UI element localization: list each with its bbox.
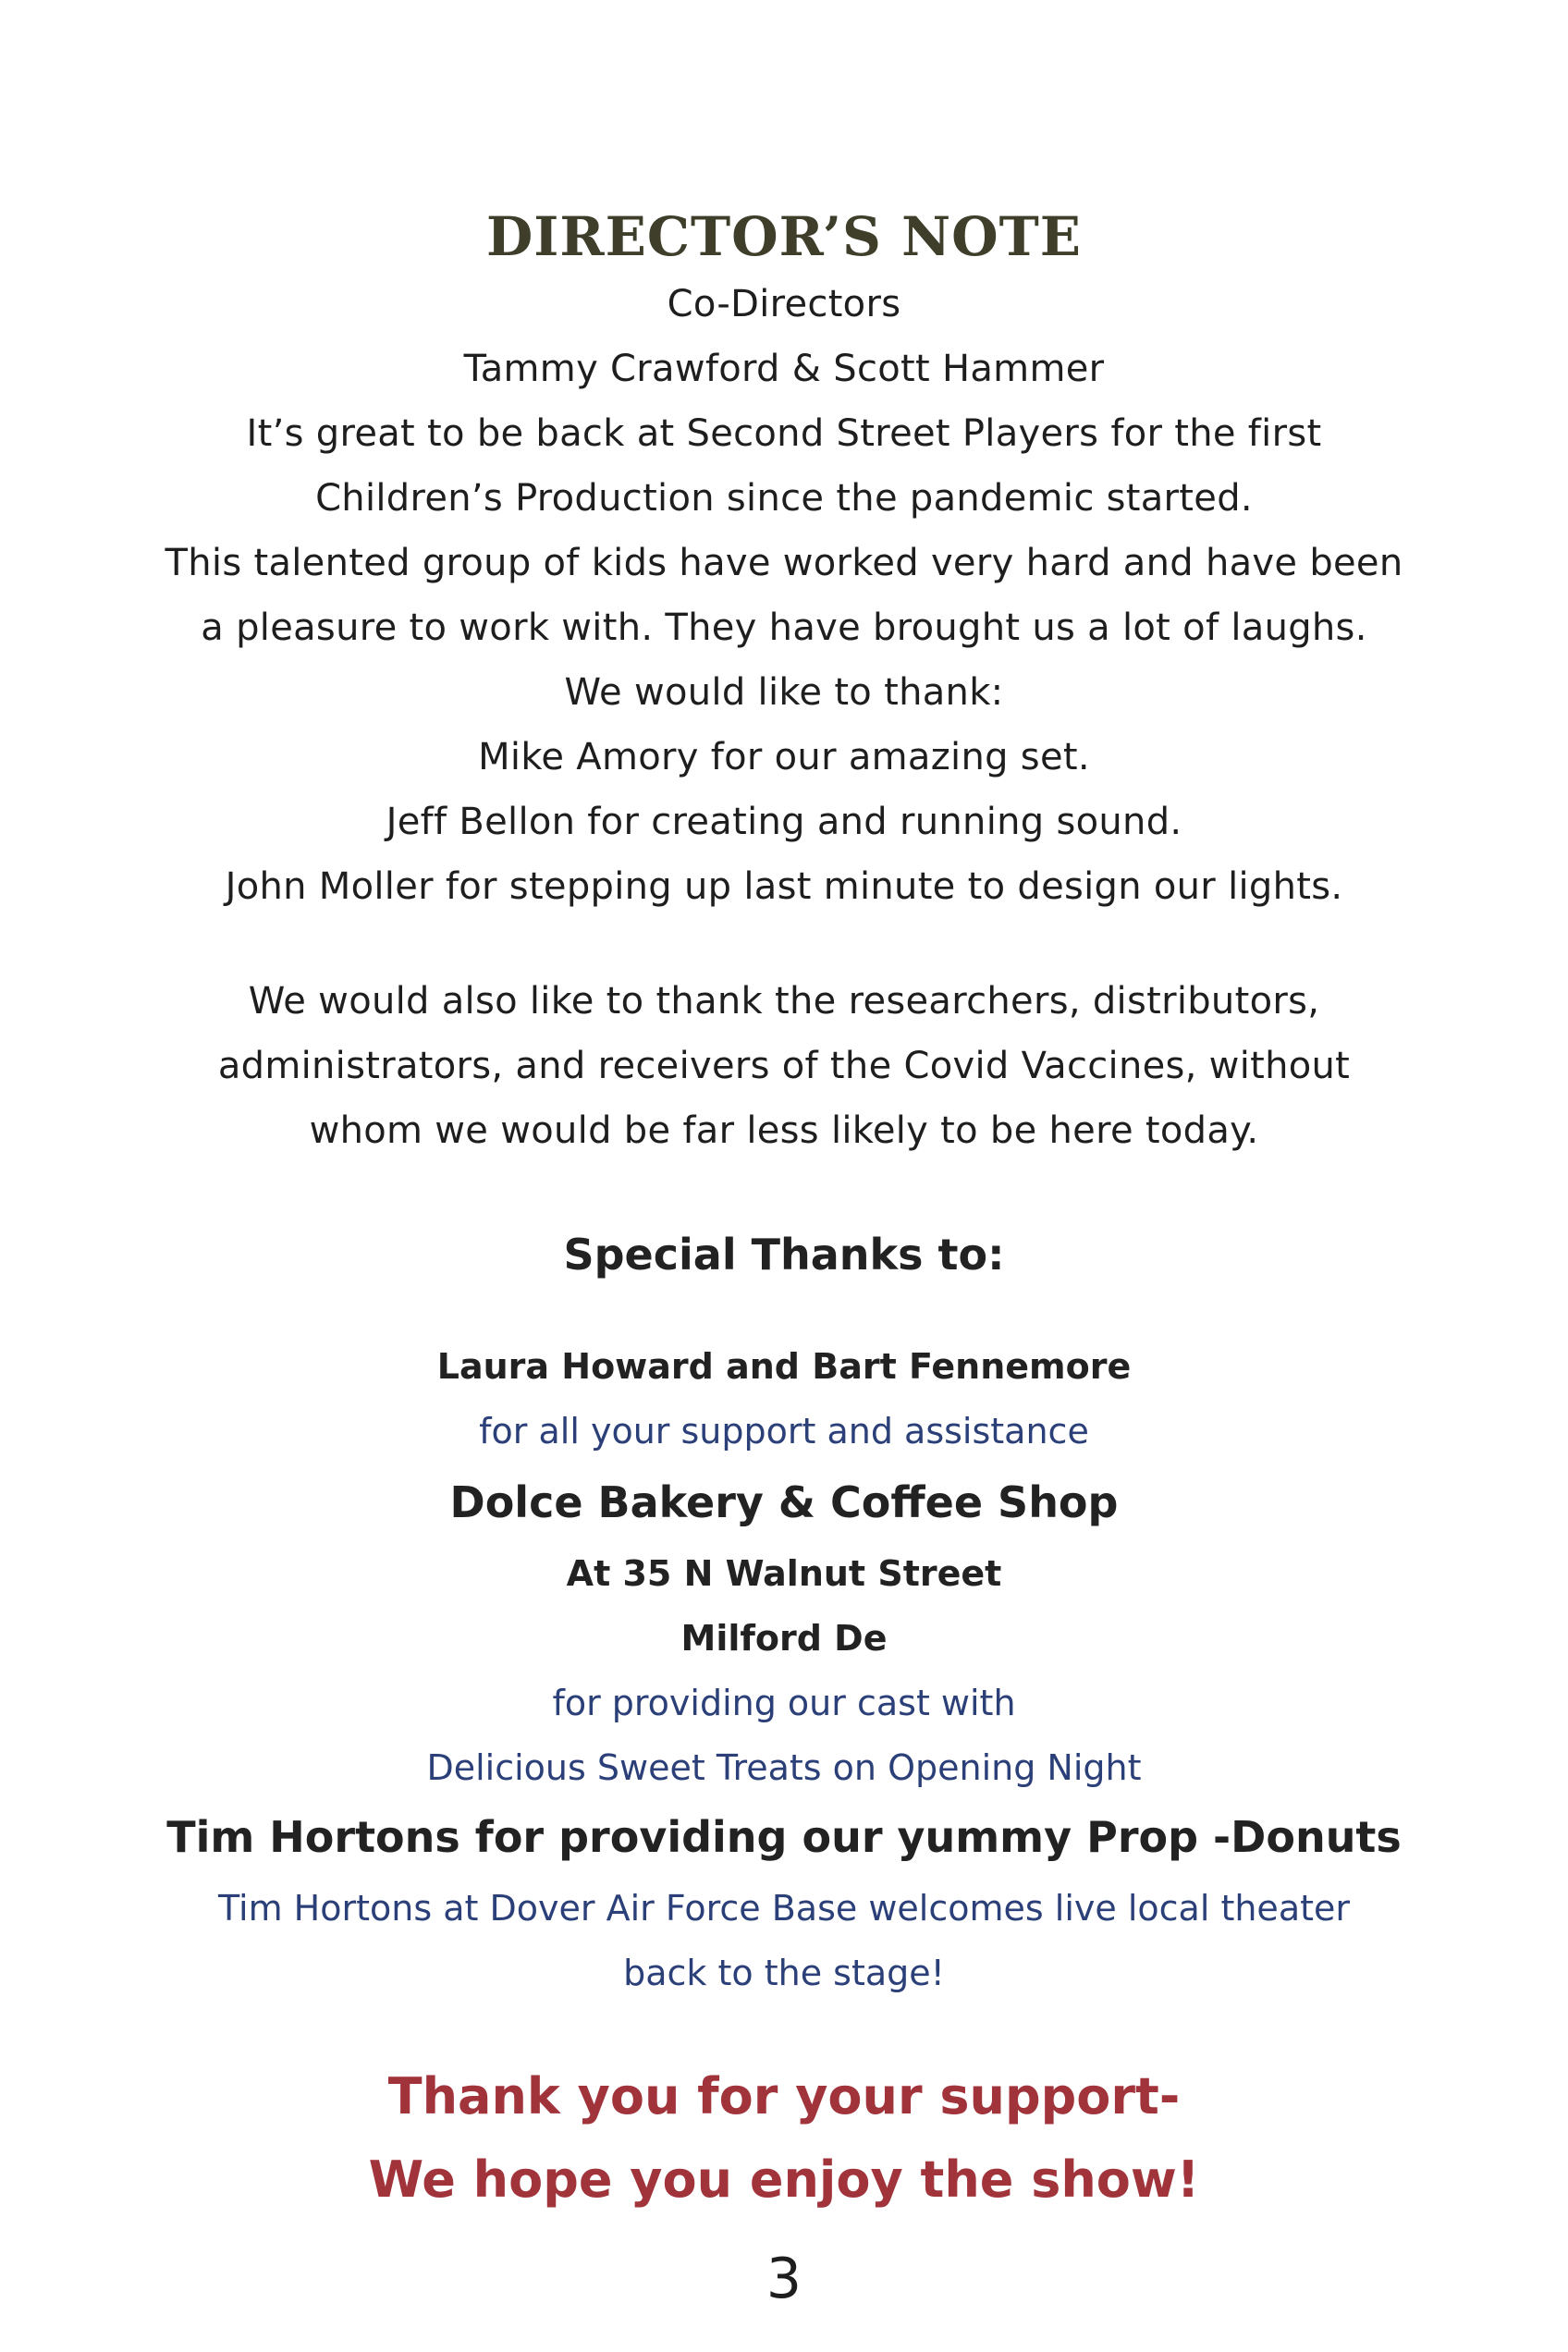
note-line: This talented group of kids have worked very hard and have been [165,542,1403,584]
closing-line: We hope you enjoy the show! [368,2150,1200,2209]
co-directors-label: Co-Directors [667,283,901,325]
closing-line: Thank you for your support- [387,2067,1181,2125]
vaccine-note-line: whom we would be far less likely to be here today. [309,1109,1259,1152]
tim-hortons-note: back to the stage! [623,1953,945,1993]
bakery-note: Delicious Sweet Treats on Opening Night [426,1747,1142,1788]
note-line: We would like to thank: [564,671,1004,714]
thanks-line: Jeff Bellon for creating and running sound. [386,801,1182,843]
thanks-names: Laura Howard and Bart Fennemore [436,1346,1132,1387]
note-line: a pleasure to work with. They have brought us a lot of laughs. [201,606,1367,649]
bakery-city: Milford De [680,1618,888,1659]
page-title: DIRECTOR’S NOTE [486,205,1082,268]
vaccine-note-line: We would also like to thank the researchers, distributors, [248,980,1320,1023]
directors-names: Tammy Crawford & Scott Hammer [463,348,1105,390]
tim-hortons-note: Tim Hortons at Dover Air Force Base welcomes live local theater [217,1888,1350,1929]
note-line: It’s great to be back at Second Street Players for the first [246,412,1322,455]
thanks-names-note: for all your support and assistance [479,1411,1089,1452]
vaccine-note-line: administrators, and receivers of the Covid Vaccines, without [217,1045,1351,1087]
thanks-line: Mike Amory for our amazing set. [478,736,1090,778]
thanks-line: John Moller for stepping up last minute to design our lights. [225,865,1343,908]
bakery-note: for providing our cast with [552,1683,1016,1723]
bakery-name: Dolce Bakery & Coffee Shop [449,1477,1119,1527]
page-number: 3 [766,2247,802,2311]
tim-hortons-thanks: Tim Hortons for providing our yummy Prop -Donuts [166,1812,1402,1862]
special-thanks-heading: Special Thanks to: [563,1230,1005,1280]
note-line: Children’s Production since the pandemic started. [315,477,1253,520]
bakery-address: At 35 N Walnut Street [566,1553,1002,1594]
